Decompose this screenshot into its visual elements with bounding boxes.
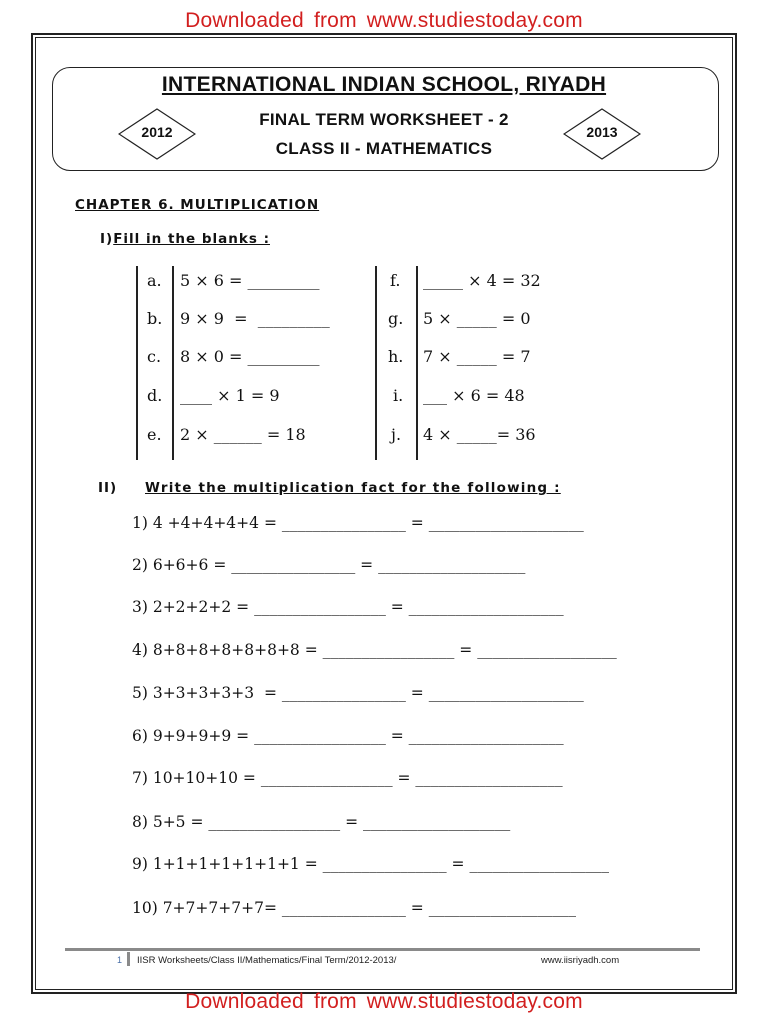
item-letter: i. xyxy=(393,386,404,405)
section1-heading xyxy=(100,231,270,247)
fact-item[interactable]: 3) 2+2+2+2 = _________________ = ____________________ xyxy=(132,598,564,616)
footer-path: IISR Worksheets/Class II/Mathematics/Final Term/2012-2013/ xyxy=(137,955,397,966)
item-letter: h. xyxy=(388,347,404,366)
item-letter: d. xyxy=(147,386,163,405)
school-title: INTERNATIONAL INDIAN SCHOOL, RIYADH xyxy=(161,73,607,96)
worksheet-title: FINAL TERM WORKSHEET - 2 xyxy=(259,110,509,129)
fact-item[interactable]: 10) 7+7+7+7+7= ________________ = ___________________ xyxy=(132,899,576,917)
fact-item[interactable]: 1) 4 +4+4+4+4 = ________________ = ____________________ xyxy=(132,514,584,532)
year-right: 2013 xyxy=(586,124,618,140)
watermark-top: Downloaded from www.studiestoday.com xyxy=(185,9,583,32)
year-left: 2012 xyxy=(141,124,173,140)
fill-blank-item[interactable]: 4 × _____= 36 xyxy=(423,425,536,444)
fact-item[interactable]: 4) 8+8+8+8+8+8+8 = _________________ = __________________ xyxy=(132,641,617,659)
section1-number: I) xyxy=(100,231,114,247)
fact-item[interactable]: 7) 10+10+10 = _________________ = ___________________ xyxy=(132,769,563,787)
class-subject-title: CLASS II - MATHEMATICS xyxy=(275,139,493,158)
section1-title: Fill in the blanks : xyxy=(113,231,270,247)
item-letter: c. xyxy=(147,347,162,366)
item-letter: f. xyxy=(390,271,401,290)
year-left-diamond xyxy=(118,108,196,160)
footer-page-number: 1 xyxy=(117,955,123,965)
fill-blank-item[interactable]: 9 × 9 = _________ xyxy=(180,309,330,328)
table-left-divider xyxy=(172,266,174,460)
fact-item[interactable]: 8) 5+5 = _________________ = ___________________ xyxy=(132,813,511,831)
section2-number: II) xyxy=(98,480,118,496)
footer-separator xyxy=(127,952,130,966)
item-letter: e. xyxy=(147,425,162,444)
chapter-heading: CHAPTER 6. MULTIPLICATION xyxy=(75,197,320,213)
fill-blank-item[interactable]: _____ × 4 = 32 xyxy=(423,271,541,290)
section2-title xyxy=(145,480,561,496)
fill-blank-item[interactable]: 5 × 6 = _________ xyxy=(180,271,320,290)
fact-item[interactable]: 5) 3+3+3+3+3 = ________________ = ____________________ xyxy=(132,684,584,702)
item-letter: b. xyxy=(147,309,163,328)
fill-blank-item[interactable]: 7 × _____ = 7 xyxy=(423,347,531,366)
fill-blank-item[interactable]: ___ × 6 = 48 xyxy=(423,386,525,405)
fill-blank-item[interactable]: ____ × 1 = 9 xyxy=(180,386,280,405)
fact-item[interactable]: 2) 6+6+6 = ________________ = ___________________ xyxy=(132,556,526,574)
footer-divider xyxy=(65,948,700,951)
fact-item[interactable]: 6) 9+9+9+9 = _________________ = ____________________ xyxy=(132,727,564,745)
item-letter: a. xyxy=(147,271,162,290)
watermark-bottom: Downloaded from www.studiestoday.com xyxy=(185,990,583,1013)
fact-item[interactable]: 9) 1+1+1+1+1+1+1 = ________________ = __________________ xyxy=(132,855,609,873)
fill-blank-item[interactable]: 5 × _____ = 0 xyxy=(423,309,531,328)
fill-blank-item[interactable]: 2 × ______ = 18 xyxy=(180,425,306,444)
footer-website: www.iisriyadh.com xyxy=(541,955,620,966)
table-left-border xyxy=(136,266,138,460)
table-middle-border xyxy=(375,266,377,460)
year-right-diamond xyxy=(563,108,641,160)
section2-title-text: Write the multiplication fact for the following : xyxy=(145,480,561,496)
item-letter: g. xyxy=(388,309,404,328)
table-right-divider xyxy=(416,266,418,460)
fill-blank-item[interactable]: 8 × 0 = _________ xyxy=(180,347,320,366)
item-letter: j. xyxy=(391,425,402,444)
